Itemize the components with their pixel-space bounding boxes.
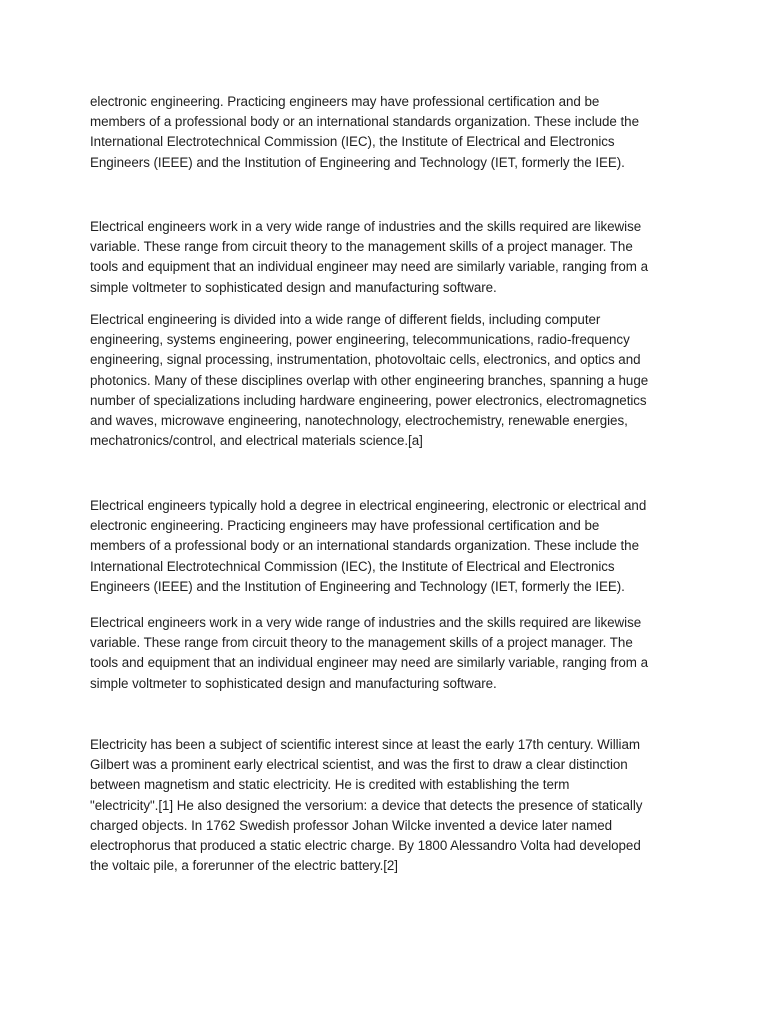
paragraph-history-of-electricity <box>90 735 690 876</box>
paragraph-fields-of-engineering <box>90 310 690 451</box>
text-line: number of specializations including hardware engineering, power electronics, electromagnetics <box>90 392 647 408</box>
text-line: "electricity".[1] He also designed the versorium: a device that detects the presence of statically <box>90 797 643 813</box>
text-line: engineering, signal processing, instrumentation, photovoltaic cells, electronics, and optics and <box>90 352 641 368</box>
text-line: International Electrotechnical Commission (IEC), the Institute of Electrical and Electronics <box>90 134 615 150</box>
paragraph-professional-certification-partial <box>90 92 690 173</box>
text-line: mechatronics/control, and electrical materials science.[a] <box>90 433 423 449</box>
text-line: photonics. Many of these disciplines overlap with other engineering branches, spanning a huge <box>90 372 649 388</box>
text-line: tools and equipment that an individual engineer may need are similarly variable, ranging from a <box>90 259 648 275</box>
paragraph-industries-skills <box>90 217 690 298</box>
text-line: the voltaic pile, a forerunner of the electric battery.[2] <box>90 858 398 874</box>
text-line: charged objects. In 1762 Swedish professor Johan Wilcke invented a device later named <box>90 817 613 833</box>
text-line: Electrical engineers typically hold a degree in electrical engineering, electronic or electrical and <box>90 498 647 513</box>
text-line: tools and equipment that an individual engineer may need are similarly variable, ranging from a <box>90 655 648 671</box>
text-line: simple voltmeter to sophisticated design and manufacturing software. <box>90 279 497 295</box>
text-line: variable. These range from circuit theory to the management skills of a project manager. The <box>90 239 633 255</box>
text-line: Electricity has been a subject of scientific interest since at least the early 17th century. William <box>90 737 640 752</box>
text-line: electrophorus that produced a static electric charge. By 1800 Alessandro Volta had developed <box>90 838 641 854</box>
text-line: and waves, microwave engineering, nanotechnology, electrochemistry, renewable energies, <box>90 413 628 429</box>
text-line: Electrical engineers work in a very wide range of industries and the skills required are likewise <box>90 615 642 630</box>
text-line: members of a professional body or an international standards organization. These include the <box>90 114 639 130</box>
text-line: International Electrotechnical Commission (IEC), the Institute of Electrical and Electronics <box>90 558 615 574</box>
text-line: between magnetism and static electricity. He is credited with establishing the term <box>90 777 570 793</box>
text-line: Electrical engineers work in a very wide range of industries and the skills required are likewise <box>90 219 642 234</box>
text-line: Electrical engineering is divided into a wide range of different fields, including computer <box>90 312 601 327</box>
text-line: electronic engineering. Practicing engineers may have professional certification and be <box>90 518 600 534</box>
text-line: electronic engineering. Practicing engineers may have professional certification and be <box>90 94 600 109</box>
text-line: Engineers (IEEE) and the Institution of Engineering and Technology (IET, formerly the IEE). <box>90 578 625 594</box>
text-line: Engineers (IEEE) and the Institution of Engineering and Technology (IET, formerly the IEE). <box>90 154 625 170</box>
paragraph-degree-and-certification <box>90 496 690 597</box>
text-line: simple voltmeter to sophisticated design and manufacturing software. <box>90 675 497 691</box>
text-line: variable. These range from circuit theory to the management skills of a project manager. The <box>90 635 633 651</box>
text-line: members of a professional body or an international standards organization. These include the <box>90 538 639 554</box>
text-line: engineering, systems engineering, power engineering, telecommunications, radio-frequency <box>90 332 630 348</box>
paragraph-industries-skills-repeat <box>90 613 690 694</box>
text-line: Gilbert was a prominent early electrical scientist, and was the first to draw a clear distinction <box>90 757 628 773</box>
